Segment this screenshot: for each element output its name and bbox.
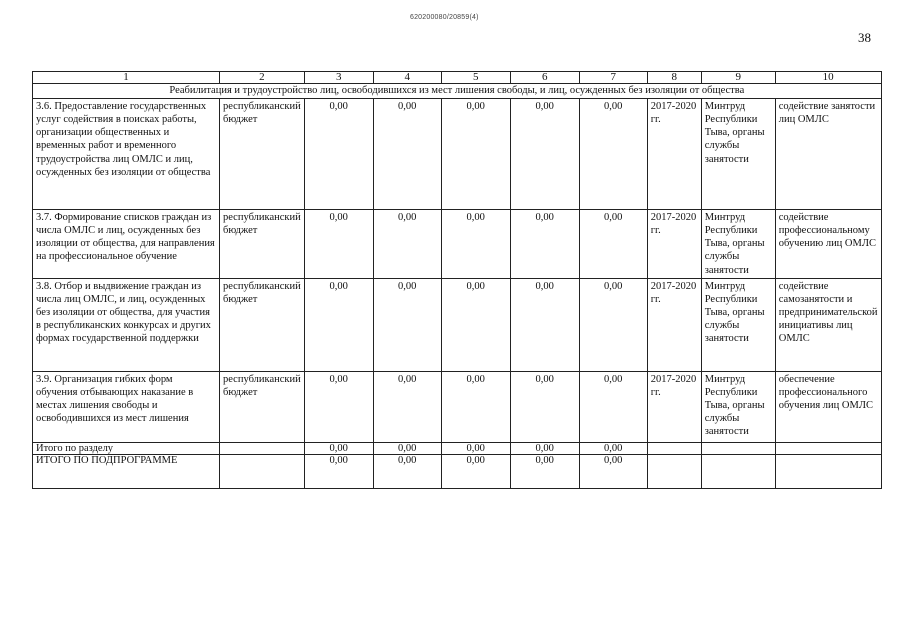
total-value: 0,00 — [579, 442, 647, 454]
executor: Минтруд Республики Тыва, органы службы занятости — [701, 210, 775, 279]
value-cell: 0,00 — [510, 210, 579, 279]
value-cell: 0,00 — [373, 99, 441, 210]
period: 2017-2020 гг. — [647, 99, 701, 210]
value-cell: 0,00 — [441, 210, 510, 279]
value-cell: 0,00 — [304, 371, 373, 442]
value-cell: 0,00 — [510, 99, 579, 210]
table-row — [33, 99, 882, 210]
empty-cell — [220, 454, 305, 488]
header-row — [33, 72, 882, 84]
executor: Минтруд Республики Тыва, органы службы занятости — [701, 371, 775, 442]
executor: Минтруд Республики Тыва, органы службы занятости — [701, 278, 775, 371]
table-row — [33, 371, 882, 442]
period: 2017-2020 гг. — [647, 278, 701, 371]
funding-source: республиканский бюджет — [220, 371, 305, 442]
col-header: 6 — [510, 72, 579, 84]
value-cell: 0,00 — [441, 371, 510, 442]
col-header: 1 — [33, 72, 220, 84]
value-cell: 0,00 — [579, 371, 647, 442]
empty-cell — [775, 454, 881, 488]
table-row — [33, 278, 882, 371]
value-cell: 0,00 — [579, 278, 647, 371]
total-value: 0,00 — [304, 442, 373, 454]
expected-result: обеспечение профессионального обучения лиц ОМЛС — [775, 371, 881, 442]
period: 2017-2020 гг. — [647, 210, 701, 279]
funding-source: республиканский бюджет — [220, 278, 305, 371]
col-header: 3 — [304, 72, 373, 84]
empty-cell — [775, 442, 881, 454]
section-row — [33, 84, 882, 99]
value-cell: 0,00 — [373, 210, 441, 279]
measure-name: 3.7. Формирование списков граждан из числа ОМЛС и лиц, осужденных без изоляции от общества, для направления на профессиональное обучение — [33, 210, 220, 279]
col-header: 10 — [775, 72, 881, 84]
total-value: 0,00 — [304, 454, 373, 488]
value-cell: 0,00 — [579, 99, 647, 210]
total-value: 0,00 — [441, 442, 510, 454]
measure-name: 3.6. Предоставление государственных услуг содействия в поисках работы, организации общественных и временных работ и временного трудоустройства лиц ОМЛС и лиц, осужденных без изоляции от общества — [33, 99, 220, 210]
program-table — [32, 71, 882, 489]
value-cell: 0,00 — [304, 278, 373, 371]
expected-result: содействие самозанятости и предпринимательской инициативы лиц ОМЛС — [775, 278, 881, 371]
col-header: 2 — [220, 72, 305, 84]
empty-cell — [701, 454, 775, 488]
total-value: 0,00 — [373, 442, 441, 454]
period: 2017-2020 гг. — [647, 371, 701, 442]
funding-source: республиканский бюджет — [220, 210, 305, 279]
grand-total-row — [33, 454, 882, 488]
empty-cell — [647, 442, 701, 454]
col-header: 4 — [373, 72, 441, 84]
total-value: 0,00 — [579, 454, 647, 488]
col-header: 9 — [701, 72, 775, 84]
total-value: 0,00 — [441, 454, 510, 488]
value-cell: 0,00 — [373, 371, 441, 442]
value-cell: 0,00 — [579, 210, 647, 279]
measure-name: 3.8. Отбор и выдвижение граждан из числа лиц ОМЛС, и лиц, осужденных без изоляции от общества, для участия в республиканских конкурсах и других формах государственной поддержки — [33, 278, 220, 371]
col-header: 7 — [579, 72, 647, 84]
grand-total-label: ИТОГО ПО ПОДПРОГРАММЕ — [33, 454, 220, 488]
expected-result: содействие занятости лиц ОМЛС — [775, 99, 881, 210]
total-label: Итого по разделу — [33, 442, 220, 454]
empty-cell — [647, 454, 701, 488]
value-cell: 0,00 — [441, 278, 510, 371]
value-cell: 0,00 — [510, 278, 579, 371]
total-value: 0,00 — [510, 454, 579, 488]
total-value: 0,00 — [510, 442, 579, 454]
section-title: Реабилитация и трудоустройство лиц, освободившихся из мест лишения свободы, и лиц, осужденных без изоляции от общества — [33, 84, 882, 99]
total-value: 0,00 — [373, 454, 441, 488]
col-header: 5 — [441, 72, 510, 84]
funding-source: республиканский бюджет — [220, 99, 305, 210]
value-cell: 0,00 — [441, 99, 510, 210]
expected-result: содействие профессиональному обучению лиц ОМЛС — [775, 210, 881, 279]
value-cell: 0,00 — [373, 278, 441, 371]
value-cell: 0,00 — [304, 99, 373, 210]
empty-cell — [220, 442, 305, 454]
empty-cell — [701, 442, 775, 454]
measure-name: 3.9. Организация гибких форм обучения отбывающих наказание в местах лишения свободы и освободившихся из мест лишения — [33, 371, 220, 442]
page-number: 38 — [858, 30, 871, 45]
executor: Минтруд Республики Тыва, органы службы занятости — [701, 99, 775, 210]
document-id: 620200080/20859(4) — [410, 14, 479, 21]
value-cell: 0,00 — [304, 210, 373, 279]
col-header: 8 — [647, 72, 701, 84]
table-row — [33, 210, 882, 279]
total-row — [33, 442, 882, 454]
value-cell: 0,00 — [510, 371, 579, 442]
